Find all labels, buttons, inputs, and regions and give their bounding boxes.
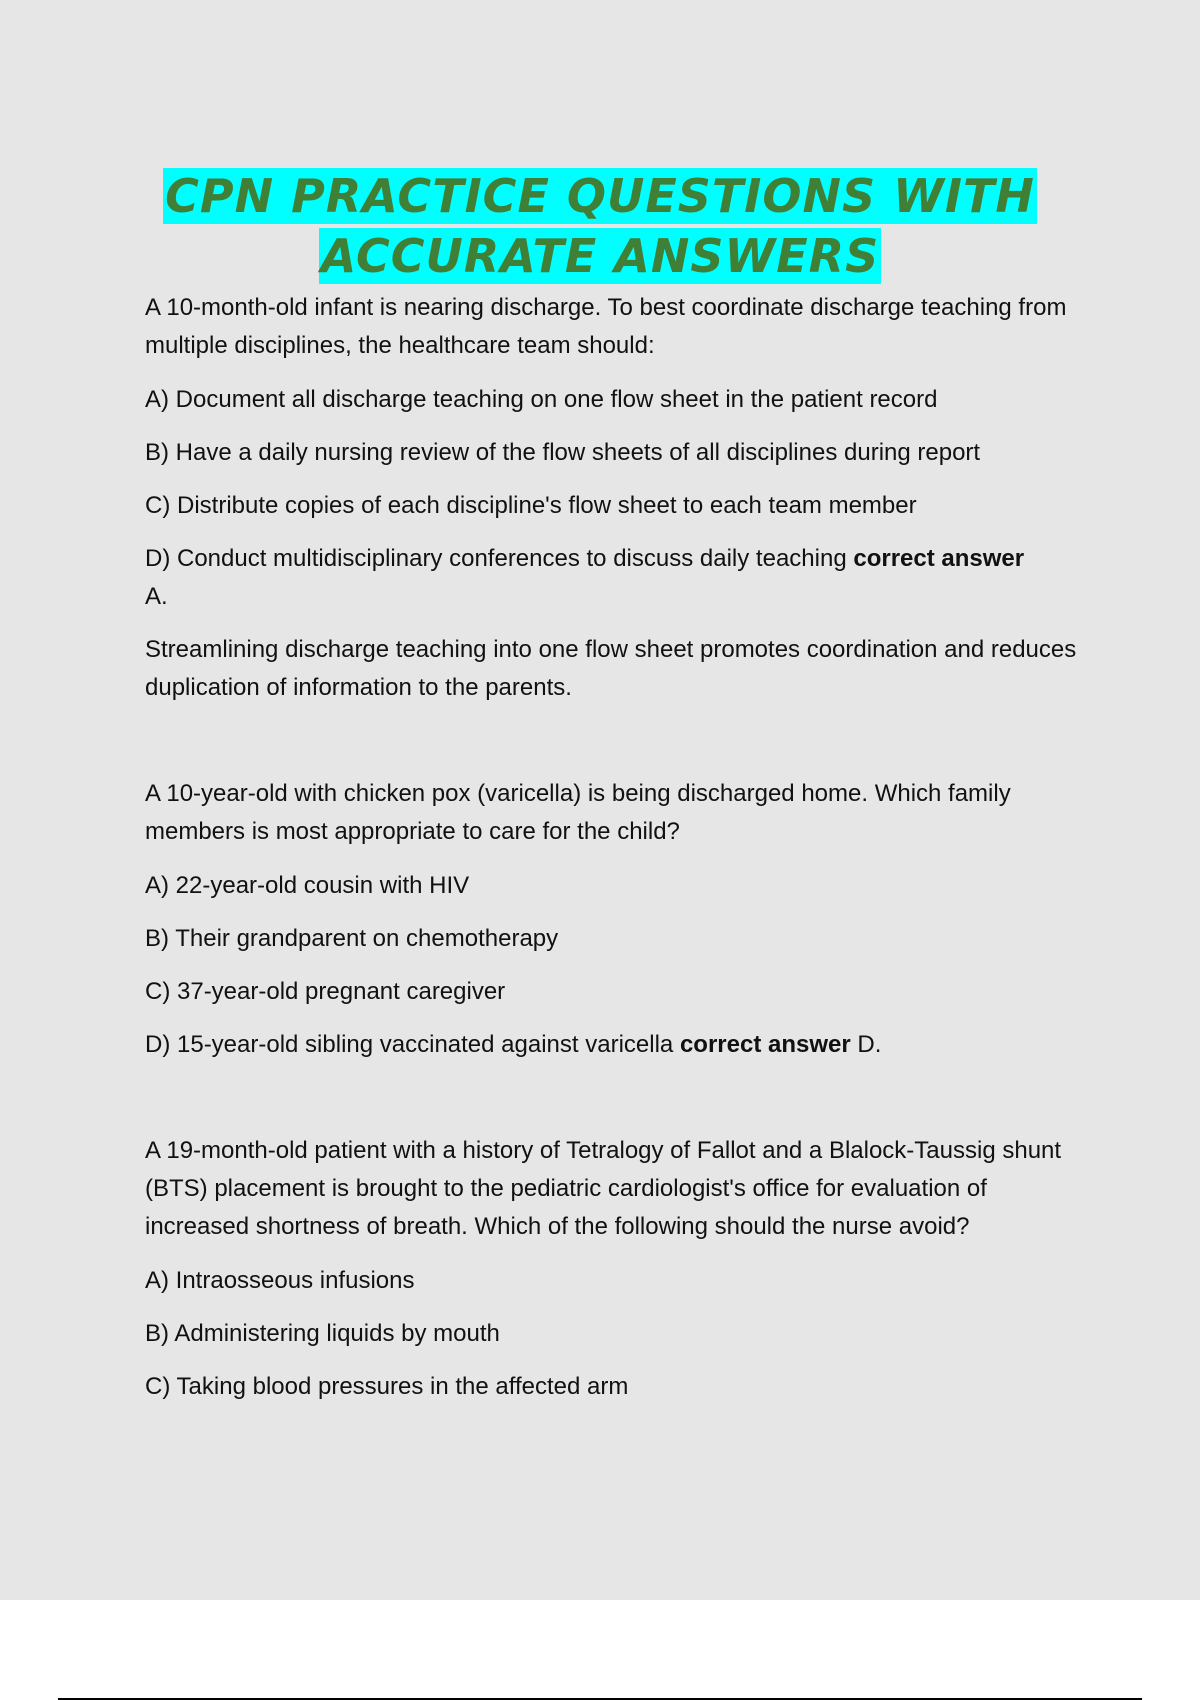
option-b: B) Their grandparent on chemotherapy [145, 925, 559, 952]
questions-list [145, 289, 1095, 1421]
option-d: D) Conduct multidisciplinary conferences to discuss daily teaching [145, 545, 847, 572]
answer-explanation: Streamlining discharge teaching into one flow sheet promotes coordination and reduces duplication of information to the parents. [145, 636, 1077, 701]
answer-letter: A. [145, 583, 168, 610]
option-a: A) Document all discharge teaching on one flow sheet in the patient record [145, 386, 938, 413]
option-b: B) Have a daily nursing review of the flow sheets of all disciplines during report [145, 439, 981, 466]
option-a: A) 22-year-old cousin with HIV [145, 872, 470, 899]
question-stem: A 19-month-old patient with a history of Tetralogy of Fallot and a Blalock-Taussig shunt (BTS) placement is brought to the pediatric cardiologist's office for evaluation of increased shortness of breath. Which of the following should the nurse avoid? [145, 1137, 1062, 1240]
correct-answer-label: correct answer [853, 545, 1025, 572]
option-d-with-answer [145, 1026, 1095, 1064]
correct-answer-label: correct answer [679, 1031, 851, 1058]
answer-letter: D. [857, 1031, 882, 1058]
option-a: A) Intraosseous infusions [145, 1267, 415, 1294]
option-c: C) 37-year-old pregnant caregiver [145, 978, 506, 1005]
title-line-2: ACCURATE ANSWERS [320, 229, 880, 283]
document-title [0, 168, 1200, 284]
question-3 [145, 1132, 1095, 1406]
option-d-with-answer [145, 540, 1095, 616]
title-line-1: CPN PRACTICE QUESTIONS WITH [165, 169, 1035, 223]
question-stem: A 10-year-old with chicken pox (varicella) is being discharged home. Which family members is most appropriate to care for the child? [145, 780, 1011, 845]
question-1 [145, 289, 1095, 707]
option-c: C) Taking blood pressures in the affected arm [145, 1373, 629, 1400]
option-c: C) Distribute copies of each discipline's flow sheet to each team member [145, 492, 917, 519]
option-b: B) Administering liquids by mouth [145, 1320, 500, 1347]
question-2 [145, 775, 1095, 1064]
question-stem: A 10-month-old infant is nearing discharge. To best coordinate discharge teaching from multiple disciplines, the healthcare team should: [145, 294, 1067, 359]
option-d: D) 15-year-old sibling vaccinated against varicella [145, 1031, 674, 1058]
